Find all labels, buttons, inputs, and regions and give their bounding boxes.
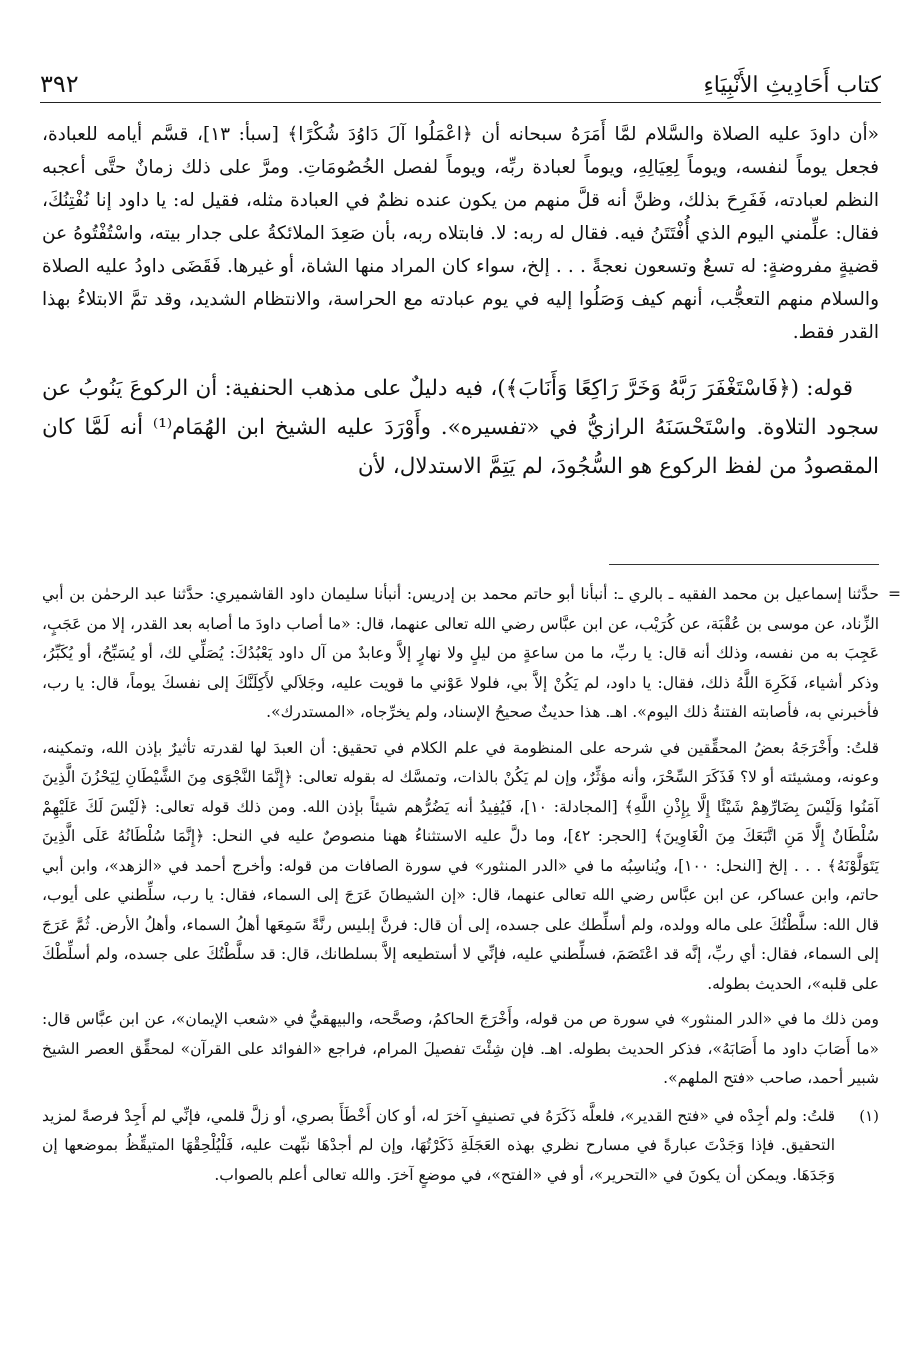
- commentary-paragraph: قوله: (﴿فَاسْتَغْفَرَ رَبَّهُ وَخَرَّ رَاكِعًا وَأَنَابَ﴾)، فيه دليلٌ على مذهب الحنفية: أن الركوعَ يَنُوبُ عن سجود التلاوة. واسْتَحْسَنَهُ الرازيُّ في «تفسيره». وأَوْرَدَ عليه الشيخ ابن الهُمَام⁽¹⁾ أنه لَمَّا كان المقصودُ من لفظ الركوع هو السُّجُودَ، لم يَتِمَّ الاستدلال، لأن: [42, 376, 880, 479]
- page-number: ٣٩٢: [40, 70, 79, 98]
- main-text: [42, 118, 879, 486]
- book-title: كتاب أَحَادِيثِ الأَنْبِيَاءِ: [703, 73, 881, 98]
- footnote-continuation: [42, 580, 901, 728]
- footnote-paragraph-2: قلتُ: وأَخْرَجَهُ بعضُ المحقِّقين في شرحه على المنظومة في علم الكلام في تحقيق: أن العبدَ لها لقدرته تأثيرٌ بإذن الله، وتمكينه، وعونه، ومشيئته أو لا؟ فَذَكَرَ السِّحْرَ، وأنه مؤثِّرٌ، وإن لم يَكُنْ بالذات، وتمسَّك له بقوله تعالى: ﴿إِنَّمَا النَّجْوَى مِنَ الشَّيْطَانِ لِيَحْزُنَ الَّذِينَ آمَنُوا وَلَيْسَ بِضَارِّهِمْ شَيْئًا إِلَّا بِإِذْنِ اللَّهِ﴾ [المجادلة: ١٠]، فَيُفِيدُ أنه يَضُرُّهم شيئاً بإذن الله. ومن ذلك قوله تعالى: ﴿لَيْسَ لَكَ عَلَيْهِمْ سُلْطَانٌ إِلَّا مَنِ اتَّبَعَكَ مِنَ الْغَاوِينَ﴾ [الحجر: ٤٢]، وما دلَّ عليه الاستثناءُ ههنا منصوصٌ عليه في النحل: ﴿إِنَّمَا سُلْطَانُهُ عَلَى الَّذِينَ يَتَوَلَّوْنَهُ﴾ . . . إلخ [النحل: ١٠٠]، ويُناسِبُه ما في «الدر المنثور» في سورة الصافات من قوله: وأخرج أحمد في «الزهد»، وابن أبي حاتم، وابن عساكر، عن ابن عبَّاس رضي الله تعالى عنهما، قال: «إن الشيطانَ عَرَجَ إلى السماء، فقال: يا رب، سلِّطني على أيوب، قال الله: سلَّطْتُكَ على ماله وولده، ولم أسلِّطك على جسده، إلى أن قال: فرنَّ إبليس رنَّةً سَمِعَها أهلُ السماء، وأهلُ الأرض. ثُمَّ عَرَجَ إلى السماء، فقال: أي ربِّ، إنَّه قد اعْتَصَمَ، فسلِّطني عليه، فإنِّي لا أستطيعه إلاَّ بسلطانك، قال: قد سلَّطْتُكَ على جسده، ولم أسلِّطْكَ على قلبه»، الحديث بطوله.: [42, 738, 880, 993]
- quoted-passage: «أن داودَ عليه الصلاة والسَّلام لمَّا أَمَرَهُ سبحانه أن ﴿اعْمَلُوا آلَ دَاوُدَ شُكْرًا﴾ [سبأ: ١٣]، قسَّم أيامه للعبادة، فجعل يوماً لنفسه، ويوماً لِعِيَالِهِ، ويوماً لعبادة ربِّه، ويوماً لفصل الخُصُومَاتِ. ومرَّ على ذلك زمانٌ حتَّى أعجبه النظم لعبادته، فَفَرِحَ بذلك، وظنَّ أنه قلَّ منهم من يكون عنده نظمٌ في العبادة مثله، فقيل له: يا داود إنا نُفْتِنُكَ، فقال: علِّمني اليوم الذي أُفْتَتَنُ فيه. فقال له ربه: لا. فابتلاه ربه، بأن صَعِدَ الملائكةُ على جدار بيته، واسْتُفْتُوهُ عن قضيةٍ مفروضةٍ: له تسعٌ وتسعون نعجةً . . . إلخ، سواء كان المراد منها الشاة، أو غيرها. فَقَضَى داودُ عليه الصلاة والسلام منهم التعجُّب، أنهم كيف وَصَلُوا إليه في يوم عبادته مع الحراسة، والانتظام الشديد، وقد تمَّ الابتلاءُ بهذا القدر فقط.: [42, 124, 879, 343]
- footnote-paragraph-3: ومن ذلك ما في «الدر المنثور» في سورة ص من قوله، وأَخْرَجَ الحاكمُ، وصحَّحه، والبيهقيُّ في «شعب الإيمان»، عن ابن عبَّاس قال: «ما أَصَابَ داود ما أَصَابَهُ»، فذكر الحديث بطوله. اهـ. فإن شِئْتَ تفصيلَ المرام، فراجع «الفوائد على القرآن» لمحقِّق العصر الشيخ شبير أحمد، صاحب «فتح الملهم».: [42, 1010, 879, 1087]
- footnote-1: [42, 1102, 879, 1191]
- footnote-1-text: قلتُ: ولم أجِدْه في «فتح القدير»، فلعلَّه ذَكَرَهُ في تصنيفٍ آخرَ له، أو كان أَخْطَأَ بصري، أو زلَّ قلمي، فإنِّي لم أَجِدْ فرصةً لمزيد التحقيق. فإذا وَجَدْتَ عبارةً في مسارح نظري بهذه العَجَلَةِ ذَكَرْتُهَا، وإن لم أجدْهَا نبِّهت عليه، فَلْيُلْحِقْهَا المتيقِّظُ بموضعها إن وَجَدَهَا. ويمكن أن يكونَ في «التحرير»، أو في «الفتح»، في موضعٍ آخرَ. والله تعالى أعلم بالصواب.: [42, 1106, 835, 1184]
- footnote-separator: [609, 564, 879, 565]
- continuation-marker: =: [888, 585, 901, 603]
- running-header: [40, 56, 881, 103]
- footnotes: [42, 580, 901, 1190]
- footnote-1-number: (١): [859, 1106, 879, 1125]
- footnote-continuation-text: حدَّثنا إسماعيل بن محمد الفقيه ـ بالري ـ: أنبأنا أبو حاتم محمد بن إدريس: أنبأنا سليمان داود القاشميري: حدَّثنا عبد الرحمٰن بن أبي الزِّناد، عن موسى بن عُقْبَة، عن كُرَيْب، عن ابن عبَّاس رضي الله تعالى عنهما، قال: «ما أصاب داودَ ما أصابه بعد القدر، إلا من عَجَبٍ، عَجِبَ به من نفسه، وذلك أنه قال: يا ربِّ، ما من ساعةٍ من ليلٍ ولا نهارٍ إلاَّ وعابدٌ من آل داود يَعْبُدُكَ: يُصَلِّي لك، أو يُسَبِّحُ، أو يُكَبِّرُ، وذكر أشياء، فَكَرِهَ اللَّهُ ذلك، فقال: يا داود، لم يَكُنْ إلاَّ بي، فلولا عَوْني ما قويت عليه، وجَلاَلي لأَكِلَنَّكَ إلى نفسكَ يوماً، قال: يا رب، فأخبرني به، فأصابته الفتنةُ ذلك اليوم». اهـ. هذا حديثٌ صحيحُ الإسناد، ولم يخرِّجاه، «المستدرك».: [42, 585, 879, 721]
